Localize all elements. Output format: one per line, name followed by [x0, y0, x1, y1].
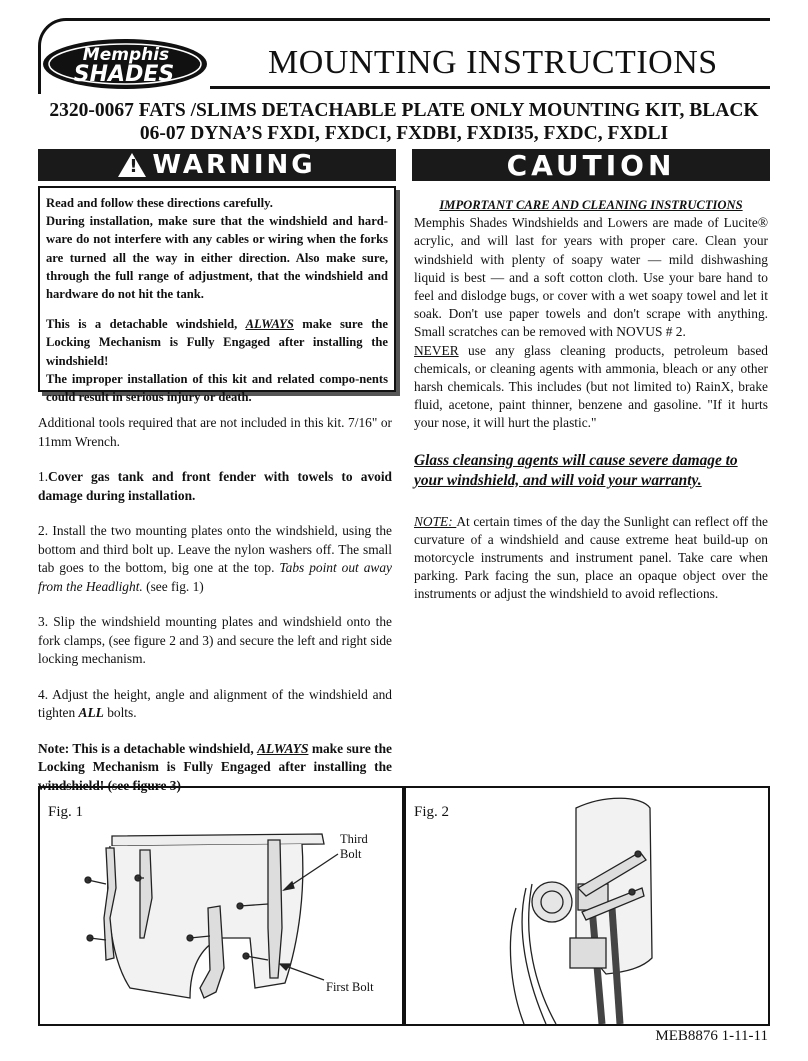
figure-1-label: Fig. 1 — [48, 804, 84, 820]
warning-detachable-pre: This is a detachable windshield, — [46, 317, 246, 332]
third-bolt-callout: Third Bolt — [340, 832, 368, 861]
step-4-end: bolts. — [103, 705, 137, 720]
step-4-emphasis: ALL — [78, 705, 104, 720]
note-post: make sure the Locking Mechanism is Fully Engaged after installing the windshield! (see figure 3) — [38, 740, 392, 793]
document-code: MEB8876 1-11-11 — [655, 1028, 768, 1044]
caution-banner-label: CAUTION — [506, 148, 676, 182]
warning-detachable — [46, 315, 388, 370]
figure-2-illustration — [406, 788, 768, 1024]
warning-always-emphasis: ALWAYS — [245, 317, 294, 332]
figure-1 — [38, 786, 404, 1026]
note-text: At certain times of the day the Sunlight can reflect off the curvature of a windshield and cause extreme heat build-up on motorcycle instruments and instrument panel. Take care when parking. Park facing the sun, place an opaque object over the instruments or adjust the windshield to avoid reflections. — [414, 513, 768, 602]
kit-title-line2: 06-07 DYNA’S FXDI, FXDCI, FXDBI, FXDI35, FXDC, FXDLI — [139, 123, 669, 144]
memphis-shades-logo — [40, 36, 210, 92]
logo-text-memphis: Memphis — [82, 45, 170, 65]
care-title: IMPORTANT CARE AND CLEANING INSTRUCTIONS — [439, 198, 743, 212]
sunlight-note — [414, 513, 768, 604]
care-instructions — [414, 196, 768, 604]
note-label: NOTE: — [414, 513, 457, 529]
installation-steps — [38, 414, 392, 812]
step-4 — [38, 686, 392, 723]
figure-2 — [404, 786, 770, 1026]
step-1-text: Cover gas tank and front fender with towels to avoid damage during installation. — [38, 469, 392, 503]
warning-box — [38, 186, 396, 405]
never-emphasis: NEVER — [414, 342, 459, 358]
step-2-ref: (see fig. 1) — [142, 578, 204, 594]
figure-2-label: Fig. 2 — [414, 804, 450, 820]
step-2 — [38, 522, 392, 596]
step-1-number: 1. — [38, 469, 49, 484]
logo-text-shades: SHADES — [73, 62, 175, 87]
care-paragraph: Memphis Shades Windshields and Lowers are made of Lucite® acrylic, and will last for years with proper care. Clean your windshield with plenty of soapy water — mild dishwashing liquid is best — and a soft cotton cloth. Use your bare hand to feel and dislodge bugs, or cover with a wet soapy towel and let it soak. Don't use paper towels and don't scrape with anything. Small scratches can be removed with NOVUS # 2. — [414, 215, 768, 340]
warning-interference: During installation, make sure that the windshield and hard-ware do not interfere with any cables or wiring when the forks are turned all the way in either direction. Also make sure, through the full range of adjustment, that the windshield and hardware do not hit the tank. — [46, 214, 388, 302]
note-pre: Note: This is a detachable windshield, — [38, 740, 258, 756]
glass-cleaner-warning: Glass cleansing agents will cause severe damage to your windshield, and will void your warranty. — [414, 451, 738, 489]
page-title: MOUNTING INSTRUCTIONS — [268, 44, 718, 81]
first-bolt-callout: First Bolt — [326, 980, 374, 994]
step-4-text: 4. Adjust the height, angle and alignment of the windshield and tighten — [38, 686, 392, 720]
step-2-emphasis: Tabs point out away from the Headlight. — [38, 560, 393, 594]
warning-detachable-post: make sure the Locking Mechanism is Fully Engaged after installing the windshield! — [46, 317, 388, 368]
warning-intro: Read and follow these directions carefully. — [46, 196, 273, 210]
tools-required: Additional tools required that are not included in this kit. 7/16" or 11mm Wrench. — [38, 415, 392, 449]
warning-banner — [38, 149, 396, 181]
never-paragraph — [414, 342, 768, 433]
kit-title-line1: 2320-0067 FATS /SLIMS DETACHABLE PLATE ONLY MOUNTING KIT, BLACK — [49, 100, 759, 121]
step-3: 3. Slip the windshield mounting plates and windshield onto the fork clamps, (see figure 2 and 3) and secure the left and right side locking mechanism. — [38, 614, 392, 666]
title-underline — [210, 86, 770, 89]
warning-injury: The improper installation of this kit and related compo-nents could result in serious injury or death. — [46, 371, 388, 405]
warning-triangle-icon — [118, 153, 146, 177]
caution-banner — [412, 149, 770, 181]
note-always-emphasis: ALWAYS — [257, 740, 309, 756]
step-1 — [38, 468, 392, 505]
step-2-text: 2. Install the two mounting plates onto the windshield, using the bottom and third bolt up. Leave the nylon washers off. The small tab goes to the bottom, big one at the top. — [38, 523, 392, 575]
never-text: use any glass cleaning products, petroleum based chemicals, or cleaning agents with ammonia, bleach or any other harsh chemicals. This includes (but not limited to) RainX, brake fluid, acetone, paint thinner, benzene and gasoline. "If it hurts your nose, it will hurt the plastic." — [414, 342, 768, 431]
warning-banner-label: WARNING — [152, 150, 316, 180]
